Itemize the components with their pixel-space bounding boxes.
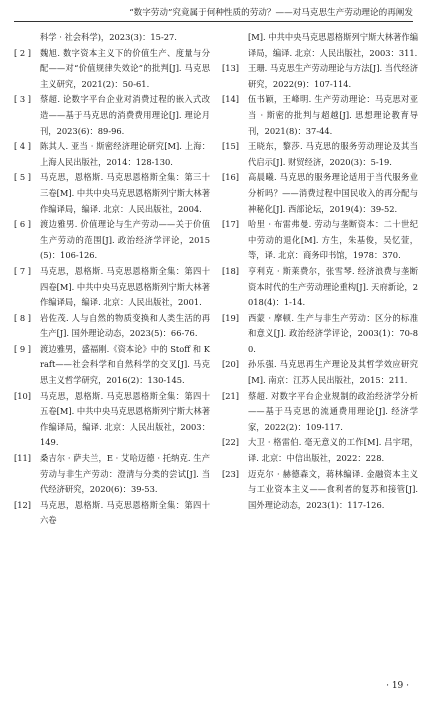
reference-text: 哈里 · 布雷弗曼. 劳动与垄断资本：二十世纪中劳动的退化[M]. 方生，朱基俊，吴忆萱，等，译. 北京：商务印书馆，1978：370. — [248, 219, 418, 261]
reference-number: [23] — [222, 468, 240, 479]
reference-item — [222, 357, 418, 388]
reference-item — [222, 467, 418, 514]
reference-number: [13] — [222, 63, 240, 74]
reference-item — [14, 170, 210, 217]
reference-number: [18] — [222, 265, 240, 276]
reference-number: [ 2 ] — [14, 47, 32, 58]
reference-item — [14, 498, 210, 529]
reference-text: 蔡超. 论数字平台企业对消费过程的嵌入式改造——基于马克思的消费费用理论[J]. 理论月刊，2023(6)：89-96. — [40, 94, 210, 136]
reference-number: [ 8 ] — [14, 312, 32, 323]
reference-text: 迈克尔 · 赫德森文，蒋林编译. 金融资本主义与工业资本主义——食利者的复苏和接管[J]. 国外理论动态，2023(1)：117-126. — [248, 468, 418, 510]
reference-item — [222, 217, 418, 264]
reference-item — [222, 92, 418, 139]
reference-number: [15] — [222, 141, 240, 152]
reference-item — [14, 92, 210, 139]
reference-item — [222, 389, 418, 436]
reference-item — [222, 435, 418, 466]
reference-item — [14, 311, 210, 342]
header-rule — [14, 21, 413, 22]
reference-item — [222, 139, 418, 170]
references-right-column — [222, 30, 418, 513]
reference-item — [14, 264, 210, 311]
reference-item — [14, 139, 210, 170]
reference-text: 魏旭. 数字资本主义下的价值生产、度量与分配——对“价值规律失效论”的批判[J]. 马克思主义研究，2021(2)：50-61. — [40, 47, 210, 89]
reference-number: [14] — [222, 94, 240, 105]
reference-text: 马克思，恩格斯. 马克思恩格斯全集：第四十五卷[M]. 中共中央马克思恩格斯列宁斯大林著作编译局，编译. 北京：人民出版社，2003：149. — [40, 390, 210, 448]
reference-text: 渡边雅男. 价值理论与生产劳动——关于价值生产劳动的范围[J]. 政治经济学评论，2015(5)：106-126. — [40, 219, 210, 261]
reference-item — [14, 389, 210, 451]
reference-text: 马克思，恩格斯. 马克思恩格斯全集：第四十四卷[M]. 中共中央马克思恩格斯列宁斯大林著作编译局，编译. 北京：人民出版社，2001. — [40, 265, 210, 308]
reference-number: [19] — [222, 312, 240, 323]
reference-text: 大卫 · 格雷伯. 毫无意义的工作[M]. 吕宇珺，译. 北京：中信出版社，2022：228. — [248, 437, 418, 464]
references-left-column — [14, 30, 210, 529]
page-number: · 19 · — [386, 681, 409, 691]
reference-text: [M]. 中共中央马克思恩格斯列宁斯大林著作编译局，编译. 北京：人民出版社，2003：311. — [248, 32, 418, 58]
reference-continuation — [222, 30, 418, 61]
reference-text: 亨利克 · 斯莱费尔，张雪琴. 经济浪费与垄断资本时代的生产劳动理论重构[J]. 天府新论，2018(4)：1-14. — [248, 265, 418, 308]
reference-text: 马克思，恩格斯. 马克思恩格斯全集：第三十三卷[M]. 中共中央马克思恩格斯列宁斯大林著作编译局，编译. 北京：人民出版社，2004. — [40, 172, 210, 214]
reference-text: 伍书颖，王峰明. 生产劳动理论：马克思对亚当 · 斯密的批判与超越[J]. 思想理论教育导刊，2021(8)：37-44. — [248, 94, 418, 136]
reference-number: [ 4 ] — [14, 141, 32, 152]
reference-item — [222, 264, 418, 311]
reference-number: [ 3 ] — [14, 94, 32, 105]
reference-number: [20] — [222, 359, 240, 370]
reference-text: 王晓东，黎莎. 马克思的服务劳动理论及其当代启示[J]. 财贸经济，2020(3)：5-19. — [248, 141, 418, 167]
reference-number: [10] — [14, 390, 32, 401]
reference-number: [ 7 ] — [14, 265, 32, 276]
reference-text: 高晨曦. 马克思的服务理论适用于当代服务业分析吗？——消费过程中国民收入的再分配与神秘化[J]. 西部论坛，2019(4)：39-52. — [248, 172, 418, 214]
reference-item — [14, 451, 210, 498]
reference-text: 孙乐强. 马克思再生产理论及其哲学效应研究[M]. 南京：江苏人民出版社，2015：211. — [248, 359, 418, 386]
reference-text: 西蒙 · 摩顿. 生产与非生产劳动：区分的标准和意义[J]. 政治经济学评论，2003(1)：70-80. — [248, 312, 418, 354]
reference-text: 渡边雅男，盛福刚.《资本论》中的 Stoff 和 Kraft——社会科学和自然科学的交叉[J]. 马克思主义哲学研究，2016(2)：130-145. — [40, 343, 210, 386]
reference-item — [222, 311, 418, 358]
reference-text: 桑吉尔 · 萨夫兰，E · 艾哈迈德 · 托纳克. 生产劳动与非生产劳动：澄清与分类的尝试[J]. 当代经济研究，2020(6)：39-53. — [40, 453, 210, 495]
reference-number: [16] — [222, 172, 240, 183]
reference-item — [14, 342, 210, 389]
reference-text: 岩佐茂. 人与自然的物质变换和人类生活的再生产[J]. 国外理论动态，2023(5)：66-76. — [40, 312, 210, 339]
reference-text: 马克思，恩格斯. 马克思恩格斯全集：第四十六卷 — [40, 499, 210, 526]
reference-number: [22] — [222, 437, 240, 448]
reference-text: 蔡超. 对数字平台企业规制的政治经济学分析——基于马克思的流通费用理论[J]. 经济学家，2022(2)：109-117. — [248, 390, 418, 432]
reference-number: [ 6 ] — [14, 219, 32, 230]
reference-text: 科学 · 社会科学)，2023(3)：15-27. — [40, 32, 177, 42]
reference-item — [222, 61, 418, 92]
reference-item — [222, 170, 418, 217]
reference-number: [11] — [14, 453, 32, 464]
reference-number: [17] — [222, 219, 240, 230]
reference-item — [14, 217, 210, 264]
reference-number: [12] — [14, 499, 32, 510]
reference-item — [14, 46, 210, 93]
reference-text: 王珊. 马克思生产劳动理论与方法[J]. 当代经济研究，2022(9)：107-114. — [248, 63, 418, 89]
reference-number: [ 5 ] — [14, 172, 32, 183]
reference-number: [ 9 ] — [14, 343, 32, 354]
running-header: “数字劳动”究竟属于何种性质的劳动？——对马克思生产劳动理论的再阐发 — [129, 8, 413, 18]
reference-continuation — [14, 30, 210, 46]
reference-number: [21] — [222, 390, 240, 401]
reference-text: 陈其人. 亚当 · 斯密经济理论研究[M]. 上海：上海人民出版社，2014：128-130. — [40, 141, 210, 167]
